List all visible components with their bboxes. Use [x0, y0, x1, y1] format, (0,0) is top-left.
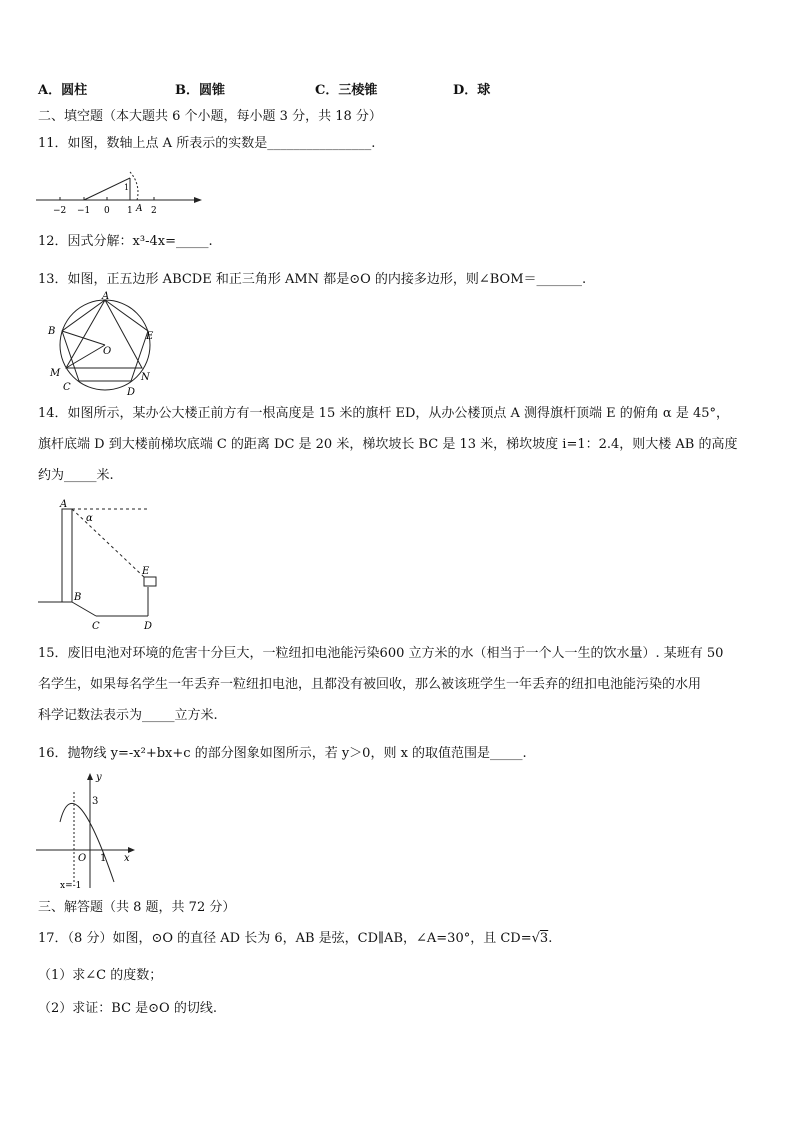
label-e: E: [142, 566, 150, 577]
label-a: A: [60, 499, 68, 510]
option-c: C．三棱锥: [315, 83, 378, 98]
sqrt-value: 3: [539, 931, 549, 946]
label-c: C: [63, 382, 71, 393]
q17-part2: （2）求证：BC 是⊙O 的切线.: [38, 1001, 217, 1016]
label-n: N: [141, 372, 150, 383]
option-b: B．圆锥: [175, 83, 225, 98]
option-d: D．球: [453, 83, 491, 98]
label-a: A: [102, 291, 110, 302]
tick-0: 0: [104, 206, 110, 216]
number-line-figure: [36, 168, 206, 218]
section-fill-in-title: 二、填空题（本大题共 6 个小题，每小题 3 分，共 18 分）: [38, 109, 382, 124]
label-d: D: [127, 387, 136, 398]
q17-end: .: [548, 931, 553, 946]
label-height-1: 1: [124, 183, 130, 192]
q15-line2: 名学生，如果每名学生一年丢弃一粒纽扣电池，且都没有被回收，那么被该班学生一年丢弃的纽扣电池能污染的水用: [38, 677, 702, 692]
tick-1: 1: [127, 206, 133, 216]
label-3: 3: [92, 796, 99, 807]
q17-part1: （1）求∠C 的度数；: [38, 968, 163, 983]
sqrt-symbol: √: [531, 931, 540, 946]
q13-text: 13．如图，正五边形 ABCDE 和正三角形 AMN 都是⊙O 的内接多边形，则∠BOM＝_______.: [38, 272, 587, 287]
options-row: [38, 82, 758, 100]
q15-line1: 15．废旧电池对环境的危害十分巨大，一粒纽扣电池能污染600 立方米的水（相当于一个人一生的饮水量）. 某班有 50: [38, 646, 724, 661]
label-c: C: [92, 621, 100, 632]
q11-text: 11．如图，数轴上点 A 所表示的实数是________________.: [38, 136, 376, 151]
q14-line2: 旗杆底端 D 到大楼前梯坎底端 C 的距离 DC 是 20 米，梯坎坡长 BC 是 13 米，梯坎坡度 i=1：2.4，则大楼 AB 的高度: [38, 437, 738, 452]
label-o: O: [103, 346, 112, 357]
q14-line1: 14．如图所示，某办公大楼正前方有一根高度是 15 米的旗杆 ED，从办公楼顶点 A 测得旗杆顶端 E 的俯角 α 是 45°，: [38, 406, 730, 421]
label-o: O: [78, 853, 87, 864]
label-x: x: [124, 853, 130, 864]
q17-text-main: 17．（8 分）如图，⊙O 的直径 AD 长为 6，AB 是弦，CD∥AB，∠A=30°，且 CD=: [38, 931, 532, 946]
option-a: A．圆柱: [38, 83, 88, 98]
pentagon-circle-figure: [42, 291, 172, 398]
label-e: E: [146, 331, 154, 342]
building-flagpole-figure: [38, 497, 168, 632]
tick-minus2: −2: [53, 206, 67, 216]
label-axis-of-symmetry: x=-1: [60, 881, 82, 891]
parabola-figure: [36, 770, 146, 890]
q12-text: 12．因式分解：x³-4x=_____.: [38, 234, 213, 249]
section-answer-title: 三、解答题（共 8 题，共 72 分）: [38, 900, 236, 915]
label-m: M: [50, 368, 61, 379]
label-b: B: [74, 592, 82, 603]
label-1: 1: [100, 853, 107, 864]
label-y: y: [96, 772, 102, 783]
tick-minus1: −1: [77, 206, 91, 216]
label-b: B: [48, 326, 56, 337]
q16-text: 16．抛物线 y=-x²+bx+c 的部分图象如图所示，若 y＞0，则 x 的取值范围是_____.: [38, 746, 527, 761]
label-point-a: A: [136, 204, 143, 214]
tick-2: 2: [151, 206, 157, 216]
q14-line3: 约为_____米.: [38, 468, 114, 483]
q17-text: [38, 930, 552, 948]
q15-line3: 科学记数法表示为_____立方米.: [38, 708, 218, 723]
label-d: D: [144, 621, 153, 632]
label-alpha: α: [86, 513, 93, 524]
